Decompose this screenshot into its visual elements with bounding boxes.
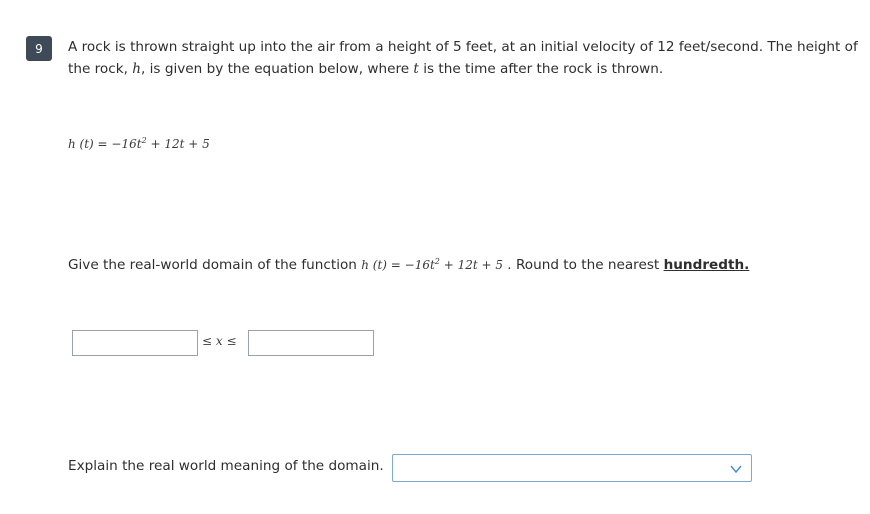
stem-line-1: A rock is thrown straight up into the air from a height of 5 feet, at an initial velocity of 12 feet/second. The height of: [68, 39, 858, 55]
stem-line-2b: , is given by the equation below, where: [141, 61, 414, 77]
stem-line-2c: is the time after the rock is thrown.: [418, 61, 664, 77]
stem-line-2a: the rock,: [68, 61, 133, 77]
prompt-text-a: Give the real-world domain of the function: [68, 257, 362, 273]
equation-rhs: + 12t + 5: [146, 137, 210, 151]
equation-exponent: 2: [141, 136, 147, 145]
stem-var-t: t: [413, 61, 419, 77]
prompt-eq-exponent: 2: [434, 257, 440, 266]
prompt-eq-rhs: + 12t + 5: [439, 258, 503, 272]
prompt-eq-lhs: h (t) = −16t: [361, 258, 435, 272]
prompt-text-b: . Round to the nearest: [502, 257, 664, 273]
domain-meaning-dropdown[interactable]: [392, 454, 752, 482]
prompt-bold-word: hundredth.: [663, 257, 750, 273]
domain-prompt: [68, 252, 749, 275]
inequality-symbols: ≤ x ≤: [202, 334, 237, 348]
prompt-equation: [361, 258, 503, 272]
question-stem: [68, 36, 858, 80]
equation-lhs: h (t) = −16t: [68, 137, 142, 151]
height-equation: [68, 136, 210, 151]
chevron-down-icon: [729, 461, 743, 480]
question-number-badge: 9: [26, 36, 52, 61]
domain-upper-bound-input[interactable]: [248, 330, 374, 356]
stem-var-h: h: [132, 61, 141, 77]
explain-label: Explain the real world meaning of the domain.: [68, 458, 384, 474]
domain-lower-bound-input[interactable]: [72, 330, 198, 356]
